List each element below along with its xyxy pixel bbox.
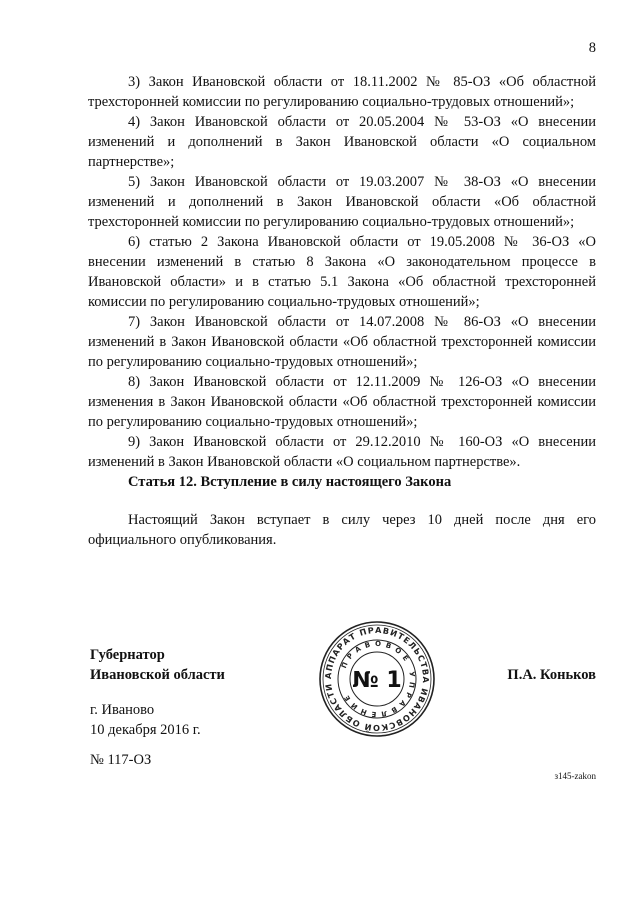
list-item: 7) Закон Ивановской области от 14.07.2008 № 86-ОЗ «О внесении изменений в Закон Ивановской области «Об областной трехсторонней комиссии по регулированию социально-трудовых отношений»;	[88, 314, 596, 370]
law-number: № 117-ОЗ	[90, 752, 152, 768]
article-text: Настоящий Закон вступает в силу через 10 дней после дня его официального опубликования.	[88, 512, 596, 548]
document-code: з145-zakon	[554, 771, 596, 781]
official-seal	[318, 620, 436, 738]
list-item: 9) Закон Ивановской области от 29.12.2010 № 160-ОЗ «О внесении изменений в Закон Ивановской области «О социальном партнерстве».	[88, 434, 596, 470]
article-heading: Статья 12. Вступление в силу настоящего Закона	[128, 474, 452, 490]
list-item: 4) Закон Ивановской области от 20.05.2004 № 53-ОЗ «О внесении изменений и дополнений в Закон Ивановской области «О социальном партнерстве»;	[88, 114, 596, 170]
governor-title	[90, 645, 225, 685]
list-item: 8) Закон Ивановской области от 12.11.2009 № 126-ОЗ «О внесении изменения в Закон Ивановской области «Об областной трехсторонней комиссии по регулированию социально-трудовых отношений»;	[88, 374, 596, 430]
repealed-laws-list	[88, 72, 596, 472]
seal-number: № 1	[352, 668, 402, 693]
city: г. Иваново	[90, 702, 155, 718]
list-item: 3) Закон Ивановской области от 18.11.2002 № 85-ОЗ «Об областной трехсторонней комиссии по регулированию социально-трудовых отношений»;	[88, 74, 596, 110]
list-item: 6) статью 2 Закона Ивановской области от 19.05.2008 № 36-ОЗ «О внесении изменений в статью 8 Закона «О законодательном процессе в Ивановской области» и в статью 5.1 Закона «Об областной трехсторонней комиссии по регулированию социально-трудовых отношений»;	[88, 234, 596, 310]
governor-title-line1: Губернатор	[90, 647, 165, 663]
list-item: 5) Закон Ивановской области от 19.03.2007 № 38-ОЗ «О внесении изменений и дополнений в Закон Ивановской области «Об областной трехсторонней комиссии по регулированию социально-трудовых отношений»;	[88, 174, 596, 230]
seal-graphic	[318, 620, 436, 738]
seal-inner-text: ПРАВОВОЕ УПРАВЛЕНИЕ	[339, 639, 417, 719]
seal-ring-text: АППАРАТ ПРАВИТЕЛЬСТВА ИВАНОВСКОЙ ОБЛАСТИ	[322, 624, 432, 734]
governor-title-line2: Ивановской области	[90, 667, 225, 683]
signing-date: 10 декабря 2016 г.	[90, 722, 201, 738]
governor-name: П.А. Коньков	[507, 667, 596, 683]
place-and-date	[90, 700, 201, 740]
page-number: 8	[588, 40, 596, 56]
